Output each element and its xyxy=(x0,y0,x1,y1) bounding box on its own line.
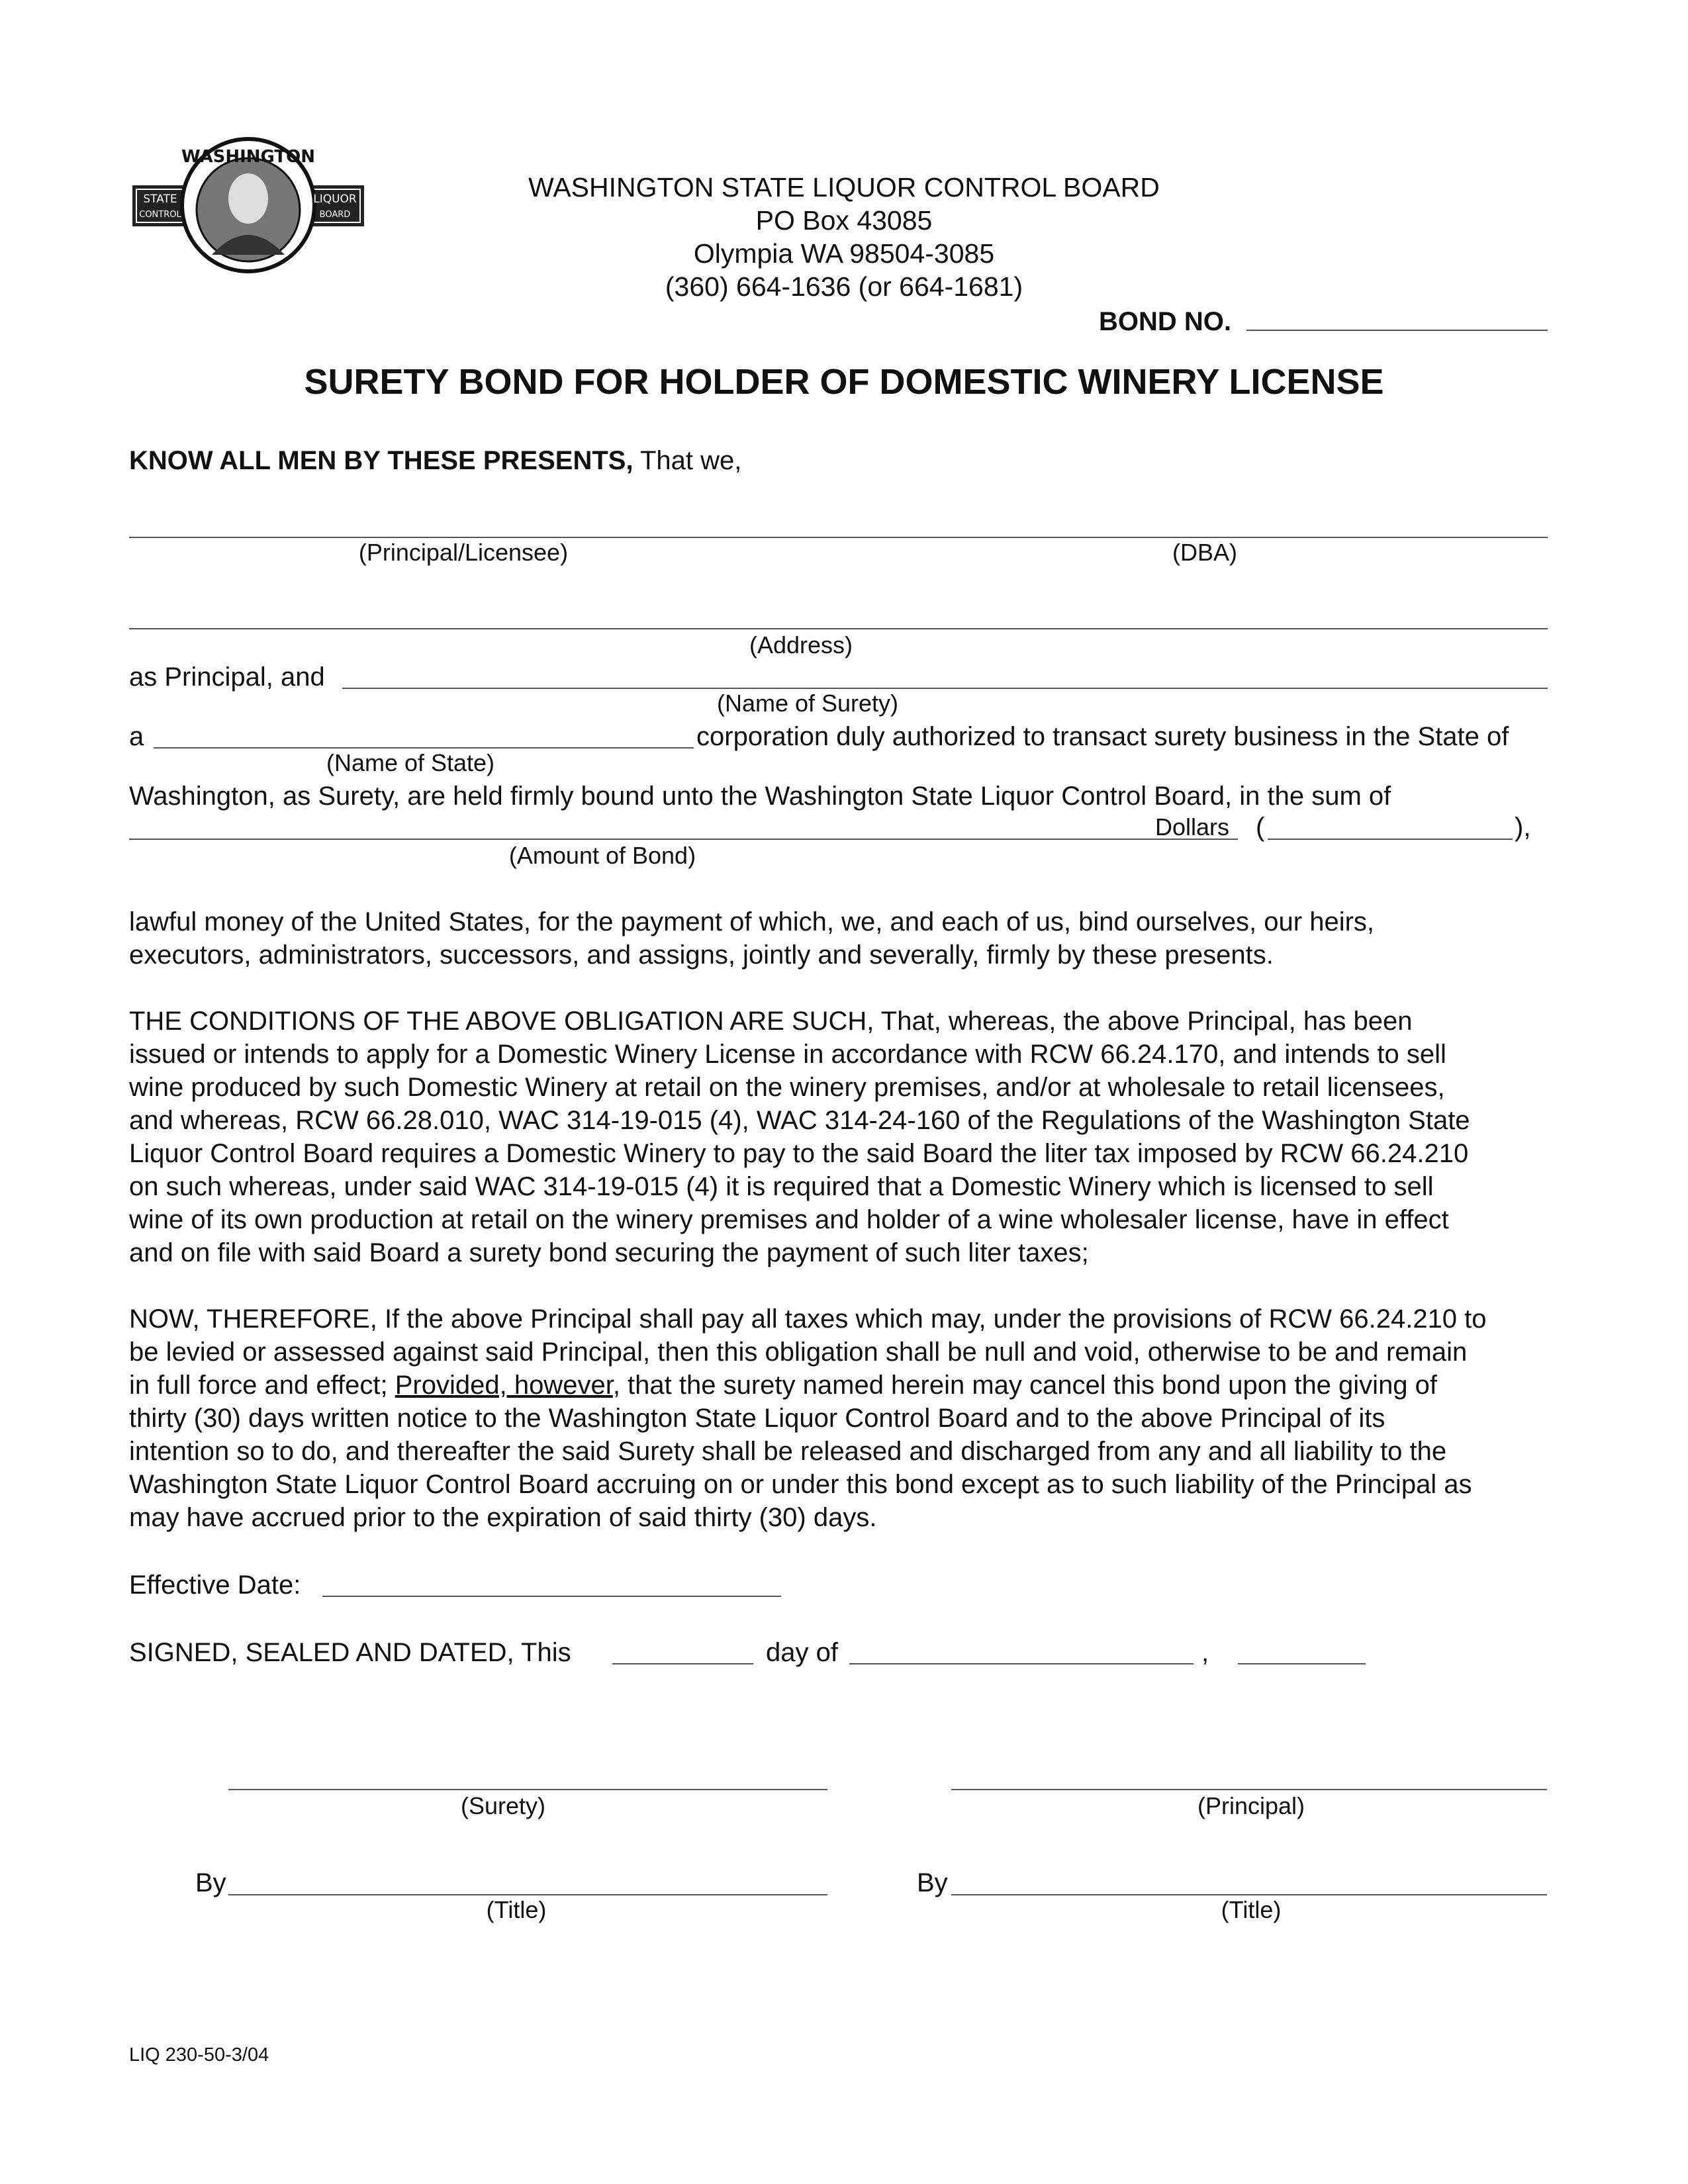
paragraph-line: may have accrued prior to the expiration of said thirty (30) days. xyxy=(129,1503,877,1532)
paragraph-line: lawful money of the United States, for the payment of which, we, and each of us, bind ourselves, our heirs, xyxy=(129,907,1375,936)
by-left-text: By xyxy=(195,1868,226,1897)
provided-post: , that the surety named herein may cancel this bond upon the giving of xyxy=(612,1371,1438,1400)
agency-po-box: PO Box 43085 xyxy=(755,205,933,236)
provided-pre: in full force and effect; xyxy=(129,1371,395,1400)
open-paren: ( xyxy=(1256,813,1265,842)
bond-no-field[interactable] xyxy=(1246,330,1548,331)
as-principal-text: as Principal, and xyxy=(129,662,325,692)
seal-text-right2: BOARD xyxy=(319,210,351,220)
paragraph-line: NOW, THEREFORE, If the above Principal shall pay all taxes which may, under the provisions of RCW 66.24.210 to xyxy=(129,1304,1487,1334)
paragraph-line: be levied or assessed against said Principal, then this obligation shall be null and void, otherwise to be and remain xyxy=(129,1338,1468,1367)
address-label: (Address) xyxy=(749,631,853,659)
seal-text-left2: CONTROL xyxy=(139,210,181,220)
day-field[interactable] xyxy=(612,1663,753,1664)
agency-name: WASHINGTON STATE LIQUOR CONTROL BOARD xyxy=(528,172,1160,203)
paragraph-lawful-money xyxy=(129,905,1566,972)
document-title: SURETY BOND FOR HOLDER OF DOMESTIC WINERY LICENSE xyxy=(304,362,1384,402)
seal-text-left: STATE xyxy=(143,193,177,206)
paragraph-now-therefore xyxy=(129,1302,1566,1534)
paragraph-line: executors, administrators, successors, and assigns, jointly and severally, firmly by these presents. xyxy=(129,940,1274,970)
bond-no-label: BOND NO. xyxy=(1099,307,1231,336)
corporation-text: corporation duly authorized to transact surety business in the State of xyxy=(696,722,1509,751)
paragraph-line: on such whereas, under said WAC 314-19-015 (4) it is required that a Domestic Winery which is licensed to sell xyxy=(129,1172,1434,1201)
intro-rest: That we, xyxy=(633,446,742,475)
paragraph-line: wine produced by such Domestic Winery at retail on the winery premises, and/or at wholesale to retail licensees, xyxy=(129,1073,1445,1102)
amount-field[interactable] xyxy=(129,839,1238,840)
year-field[interactable] xyxy=(1238,1663,1366,1664)
principal-dba-field[interactable] xyxy=(129,537,1548,538)
seal-text-right: LIQUOR xyxy=(313,193,357,206)
name-of-surety-label: (Name of Surety) xyxy=(716,690,899,717)
dollars-label: Dollars xyxy=(1155,813,1230,841)
dba-label: (DBA) xyxy=(1172,539,1237,566)
surety-signature-field[interactable] xyxy=(228,1789,827,1790)
principal-title-field[interactable] xyxy=(951,1894,1547,1895)
amount-numeric-field[interactable] xyxy=(1268,839,1513,840)
principal-signature-label: (Principal) xyxy=(1197,1792,1305,1819)
intro-line xyxy=(129,445,741,477)
principal-label: (Principal/Licensee) xyxy=(358,539,569,566)
name-of-state-label: (Name of State) xyxy=(326,749,495,776)
date-comma: , xyxy=(1201,1638,1209,1667)
surety-title-field[interactable] xyxy=(228,1894,827,1895)
name-of-state-field[interactable] xyxy=(154,747,694,749)
close-paren: ), xyxy=(1515,813,1531,842)
paragraph-line: wine of its own production at retail on the winery premises and holder of a wine wholesaler license, have in effect xyxy=(129,1205,1449,1234)
provided-however: Provided, however xyxy=(395,1371,613,1400)
month-field[interactable] xyxy=(849,1663,1194,1664)
title-right-label: (Title) xyxy=(1221,1896,1282,1923)
amount-of-bond-label: (Amount of Bond) xyxy=(508,842,696,869)
intro-bold: KNOW ALL MEN BY THESE PRESENTS, xyxy=(129,446,633,475)
paragraph-line: and whereas, RCW 66.28.010, WAC 314-19-015 (4), WAC 314-24-160 of the Regulations of the Washington State xyxy=(129,1106,1470,1135)
day-of-text: day of xyxy=(766,1638,838,1667)
form-number: LIQ 230-50-3/04 xyxy=(129,2044,269,2066)
effective-date-label: Effective Date: xyxy=(129,1570,301,1600)
paragraph-line: intention so to do, and thereafter the said Surety shall be released and discharged from any and all liability to the xyxy=(129,1437,1447,1466)
paragraph-line: issued or intends to apply for a Domestic Winery License in accordance with RCW 66.24.170, and intends to sell xyxy=(129,1040,1446,1069)
effective-date-field[interactable] xyxy=(322,1596,781,1597)
principal-signature-field[interactable] xyxy=(951,1789,1547,1790)
by-right-text: By xyxy=(917,1868,948,1897)
washington-surety-text: Washington, as Surety, are held firmly bound unto the Washington State Liquor Control Board, in the sum of xyxy=(129,782,1391,811)
paragraph-line xyxy=(129,1369,1566,1402)
a-text: a xyxy=(129,722,144,751)
signed-sealed-text: SIGNED, SEALED AND DATED, This xyxy=(129,1638,571,1667)
seal-text-top: WASHINGTON xyxy=(181,147,316,167)
paragraph-line: THE CONDITIONS OF THE ABOVE OBLIGATION ARE SUCH, That, whereas, the above Principal, has been xyxy=(129,1007,1413,1036)
paragraph-line: thirty (30) days written notice to the Washington State Liquor Control Board and to the above Principal of its xyxy=(129,1404,1385,1433)
surety-label: (Surety) xyxy=(460,1792,546,1819)
paragraph-line: and on file with said Board a surety bond securing the payment of such liter taxes; xyxy=(129,1238,1089,1267)
agency-city: Olympia WA 98504-3085 xyxy=(693,238,995,269)
name-of-surety-field[interactable] xyxy=(342,688,1548,689)
paragraph-conditions xyxy=(129,1005,1566,1269)
paragraph-line: Liquor Control Board requires a Domestic Winery to pay to the said Board the liter tax imposed by RCW 66.24.210 xyxy=(129,1139,1469,1168)
paragraph-line: Washington State Liquor Control Board accruing on or under this bond except as to such liability of the Principal as xyxy=(129,1470,1472,1499)
title-left-label: (Title) xyxy=(486,1896,547,1923)
agency-phone: (360) 664-1636 (or 664-1681) xyxy=(665,271,1023,302)
address-field[interactable] xyxy=(129,628,1548,629)
